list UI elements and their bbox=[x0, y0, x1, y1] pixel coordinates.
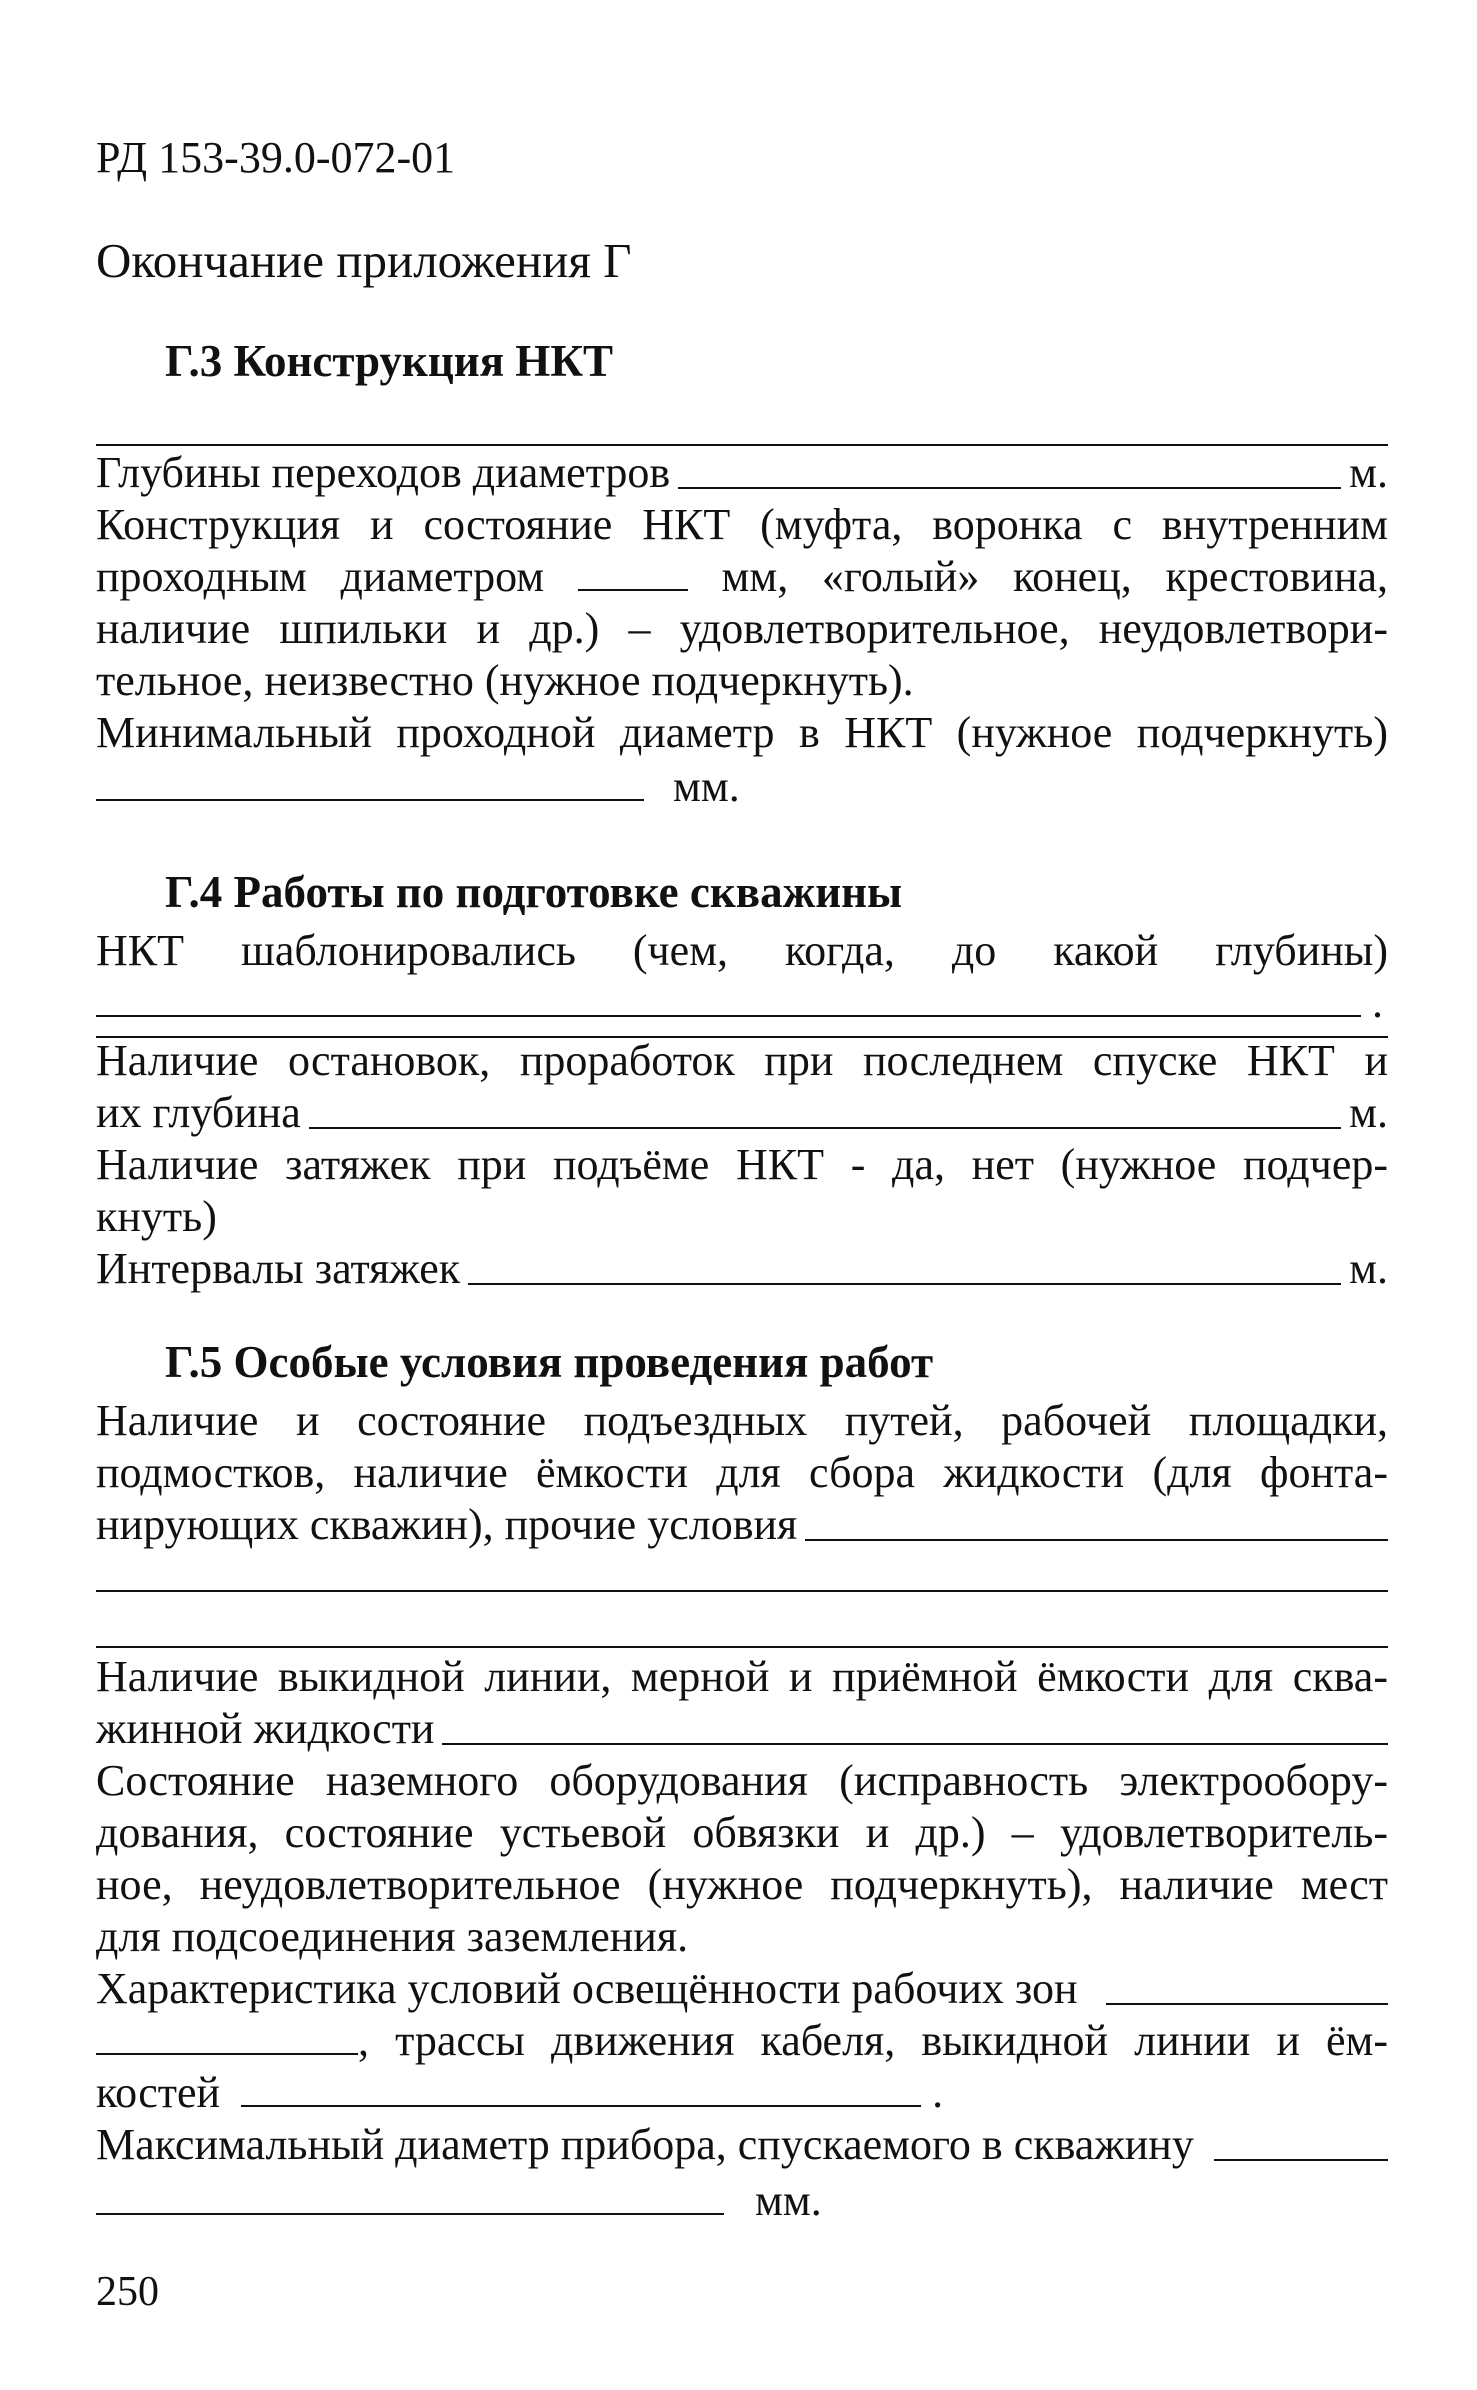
g5-line-12 bbox=[96, 2068, 1388, 2118]
g3-min-diameter-blank bbox=[96, 765, 644, 801]
g3-depths-label: Глубины переходов диаметров bbox=[96, 448, 671, 497]
section-g4-title: Г.4 Работы по подготовке скважины bbox=[165, 867, 903, 917]
g4-line-2-end: . bbox=[1372, 978, 1383, 1027]
g4-intervals-unit: м. bbox=[1349, 1244, 1388, 1293]
g4-line-intervals bbox=[96, 1244, 1388, 1294]
g3-line-7 bbox=[96, 762, 1388, 812]
g5-line-7: дования, состояние устьевой обвязки и др.) – удовлетворитель- bbox=[96, 1808, 1388, 1857]
g3-depths-blank bbox=[678, 453, 1341, 489]
page-number: 250 bbox=[96, 2269, 159, 2315]
g4-intervals-blank bbox=[468, 1249, 1341, 1285]
g5-line-5 bbox=[96, 1704, 1388, 1754]
g5-well-fluid-label: жинной жидкости bbox=[96, 1704, 435, 1753]
g4-line-1: НКТ шаблонировались (чем, когда, до какой глубины) bbox=[96, 926, 1388, 975]
g5-line-4: Наличие выкидной линии, мерной и приёмной ёмкости для сква- bbox=[96, 1652, 1388, 1701]
g5-line-1: Наличие и состояние подъездных путей, рабочей площадки, bbox=[96, 1396, 1388, 1445]
g5-max-diameter-label: Максимальный диаметр прибора, спускаемого в скважину bbox=[96, 2120, 1194, 2169]
g5-line-14 bbox=[96, 2176, 1388, 2226]
g5-line-3 bbox=[96, 1500, 1388, 1550]
g3-line-2: Конструкция и состояние НКТ (муфта, воронка с внутренним bbox=[96, 500, 1388, 549]
g3-line-depths bbox=[96, 448, 1388, 498]
g3-line-6: Минимальный проходной диаметр в НКТ (нужное подчеркнуть) bbox=[96, 708, 1388, 757]
continuation-note: Окончание приложения Г bbox=[96, 233, 632, 288]
g5-blank-line-2 bbox=[96, 1646, 1388, 1648]
g4-line-depth bbox=[96, 1088, 1388, 1138]
g3-line-5: тельное, неизвестно (нужное подчеркнуть). bbox=[96, 656, 914, 705]
g5-well-fluid-blank bbox=[442, 1709, 1388, 1745]
g5-line-12-end: . bbox=[932, 2068, 944, 2117]
g4-line-2 bbox=[96, 978, 1388, 1028]
g5-line-13 bbox=[96, 2120, 1388, 2170]
g5-max-diameter-unit: мм. bbox=[755, 2176, 822, 2225]
g3-line-3b: мм, «голый» конец, крестовина, bbox=[721, 552, 1389, 601]
g5-lighting-blank-2 bbox=[96, 2019, 358, 2055]
g5-containers-label: костей bbox=[96, 2068, 221, 2117]
g5-line-11-text: , трассы движения кабеля, выкидной линии и ём- bbox=[358, 2016, 1388, 2065]
g4-depth-blank bbox=[309, 1093, 1341, 1129]
g5-other-conditions-blank bbox=[805, 1505, 1388, 1541]
g5-lighting-blank bbox=[1106, 1969, 1388, 2005]
g4-line-6: кнуть) bbox=[96, 1192, 217, 1241]
g4-depth-unit: м. bbox=[1349, 1088, 1388, 1137]
g3-line-3a: проходным диаметром bbox=[96, 552, 545, 601]
g5-lighting-label: Характеристика условий освещённости рабочих зон bbox=[96, 1964, 1078, 2013]
g5-max-diameter-blank bbox=[1214, 2125, 1388, 2161]
g4-depth-label: их глубина bbox=[96, 1088, 301, 1137]
g5-line-2: подмостков, наличие ёмкости для сбора жидкости (для фонта- bbox=[96, 1448, 1388, 1497]
g5-containers-blank bbox=[241, 2071, 921, 2107]
g3-min-diameter-unit: мм. bbox=[673, 762, 740, 811]
g3-bore-blank bbox=[578, 555, 688, 591]
g3-line-4: наличие шпильки и др.) – удовлетворительное, неудовлетвори- bbox=[96, 604, 1388, 653]
g5-blank-line-1 bbox=[96, 1590, 1388, 1592]
section-g3-title: Г.3 Конструкция НКТ bbox=[165, 336, 613, 386]
g3-top-rule bbox=[96, 444, 1388, 446]
document-code: РД 153-39.0-072-01 bbox=[96, 133, 456, 182]
g5-line-6: Состояние наземного оборудования (исправность электрообору- bbox=[96, 1756, 1388, 1805]
g3-line-3 bbox=[96, 552, 1388, 602]
g5-line-9: для подсоединения заземления. bbox=[96, 1912, 689, 1961]
g5-line-11 bbox=[96, 2016, 1388, 2066]
g5-max-diameter-blank-2 bbox=[96, 2179, 724, 2215]
g3-depths-unit: м. bbox=[1349, 448, 1388, 497]
g4-intervals-label: Интервалы затяжек bbox=[96, 1244, 461, 1293]
g5-line-8: ное, неудовлетворительное (нужное подчеркнуть), наличие мест bbox=[96, 1860, 1388, 1909]
g4-line-3: Наличие остановок, проработок при последнем спуске НКТ и bbox=[96, 1036, 1388, 1085]
g4-line-5: Наличие затяжек при подъёме НКТ - да, нет (нужное подчер- bbox=[96, 1140, 1388, 1189]
g5-line-10 bbox=[96, 1964, 1388, 2014]
g4-template-blank bbox=[96, 981, 1361, 1017]
section-g5-title: Г.5 Особые условия проведения работ bbox=[165, 1337, 934, 1387]
g5-other-conditions-label: нирующих скважин), прочие условия bbox=[96, 1500, 798, 1549]
